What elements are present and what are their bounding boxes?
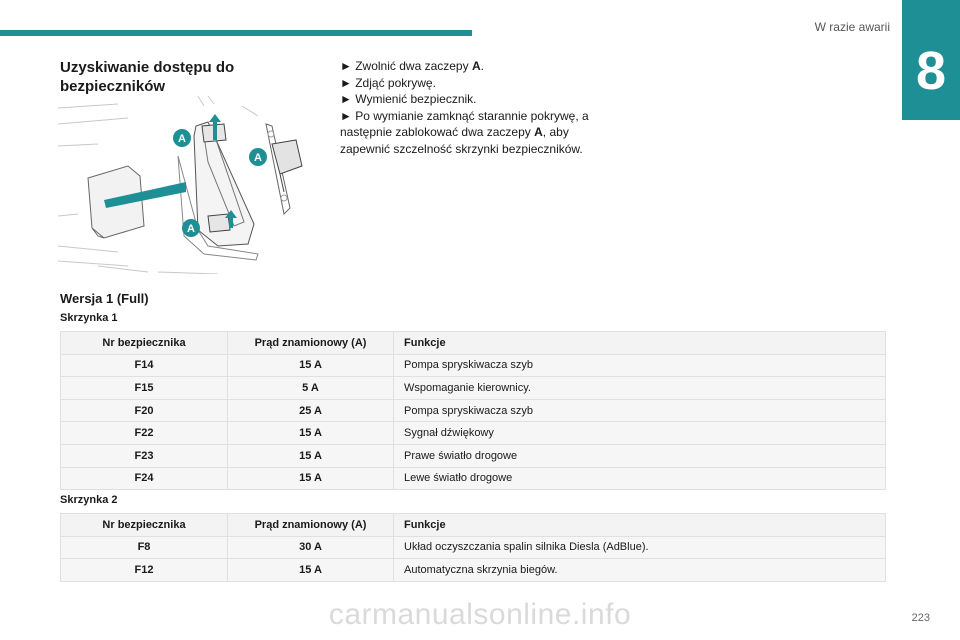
rated-current: 15 A <box>228 444 394 467</box>
fuse-number: F20 <box>61 399 228 422</box>
fuse-function: Pompa spryskiwacza szyb <box>394 399 886 422</box>
fuse-function: Układ oczyszczania spalin silnika Diesla (AdBlue). <box>394 536 886 559</box>
section-title: W razie awarii <box>814 20 890 34</box>
step-2 <box>340 75 610 92</box>
step-text: Zwolnić dwa zaczepy <box>351 59 472 73</box>
chapter-number: 8 <box>915 41 947 101</box>
box2-label: Skrzynka 2 <box>60 494 118 506</box>
col-functions: Funkcje <box>394 332 886 355</box>
rated-current: 15 A <box>228 559 394 582</box>
fuse-function: Sygnał dźwiękowy <box>394 422 886 445</box>
marker-a-top-label: A <box>178 133 186 145</box>
fuse-number: F24 <box>61 467 228 490</box>
rated-current: 15 A <box>228 467 394 490</box>
fuse-function: Wspomaganie kierownicy. <box>394 377 886 400</box>
step-bullet: ► <box>340 75 352 90</box>
fuse-number: F15 <box>61 377 228 400</box>
step-text-end: , aby zapewnić szczelność skrzynki bezpieczników. <box>340 125 583 156</box>
table-row <box>61 467 886 490</box>
col-rated-current: Prąd znamionowy (A) <box>228 514 394 537</box>
fuse-number: F8 <box>61 536 228 559</box>
step-text: Po wymianie zamknąć starannie pokrywę, a następnie zablokować dwa zaczepy <box>340 108 589 139</box>
col-functions: Funkcje <box>394 514 886 537</box>
fuse-function: Lewe światło drogowe <box>394 467 886 490</box>
marker-a-right-label: A <box>254 152 262 164</box>
step-text-end: . <box>480 59 484 73</box>
table-header-row <box>61 514 886 537</box>
rated-current: 30 A <box>228 536 394 559</box>
box1-label: Skrzynka 1 <box>60 312 118 324</box>
rated-current: 15 A <box>228 354 394 377</box>
step-bullet: ► <box>340 108 352 123</box>
fuse-number: F23 <box>61 444 228 467</box>
fuse-box-illustration <box>58 96 312 274</box>
table-row <box>61 399 886 422</box>
table-row <box>61 422 886 445</box>
step-text: Zdjąć pokrywę. <box>351 75 436 90</box>
header-accent-bar <box>0 30 472 36</box>
fuse-number: F22 <box>61 422 228 445</box>
box1-table <box>60 331 886 490</box>
fuse-number: F12 <box>61 559 228 582</box>
table-row <box>61 377 886 400</box>
fuse-number: F14 <box>61 354 228 377</box>
chapter-tab <box>902 0 960 120</box>
box2-table <box>60 513 886 582</box>
table-row <box>61 559 886 582</box>
col-fuse-number: Nr bezpiecznika <box>61 514 228 537</box>
step-1 <box>340 58 610 75</box>
fuse-function: Automatyczna skrzynia biegów. <box>394 559 886 582</box>
marker-a-right <box>249 148 267 166</box>
table-row <box>61 444 886 467</box>
marker-a-bottom-label: A <box>187 223 195 235</box>
page-heading: Uzyskiwanie dostępu do bezpieczników <box>60 59 235 95</box>
col-rated-current: Prąd znamionowy (A) <box>228 332 394 355</box>
rated-current: 25 A <box>228 399 394 422</box>
step-text: Wymienić bezpiecznik. <box>351 92 477 106</box>
step-bullet: ► <box>340 92 352 106</box>
watermark: carmanualsonline.info <box>328 598 632 631</box>
table-row <box>61 354 886 377</box>
step-3 <box>340 91 610 108</box>
table-row <box>61 536 886 559</box>
rated-current: 5 A <box>228 377 394 400</box>
page-number: 223 <box>911 612 930 624</box>
step-ref: A <box>471 59 481 73</box>
col-fuse-number: Nr bezpiecznika <box>61 332 228 355</box>
step-bullet: ► <box>340 59 352 73</box>
table-header-row <box>61 332 886 355</box>
instruction-steps <box>340 58 610 157</box>
marker-a-bottom <box>182 219 200 237</box>
marker-a-top <box>173 129 191 147</box>
step-4 <box>340 108 610 158</box>
fuse-function: Pompa spryskiwacza szyb <box>394 354 886 377</box>
version-title: Wersja 1 (Full) <box>60 291 149 306</box>
step-ref: A <box>534 125 543 139</box>
rated-current: 15 A <box>228 422 394 445</box>
fuse-function: Prawe światło drogowe <box>394 444 886 467</box>
